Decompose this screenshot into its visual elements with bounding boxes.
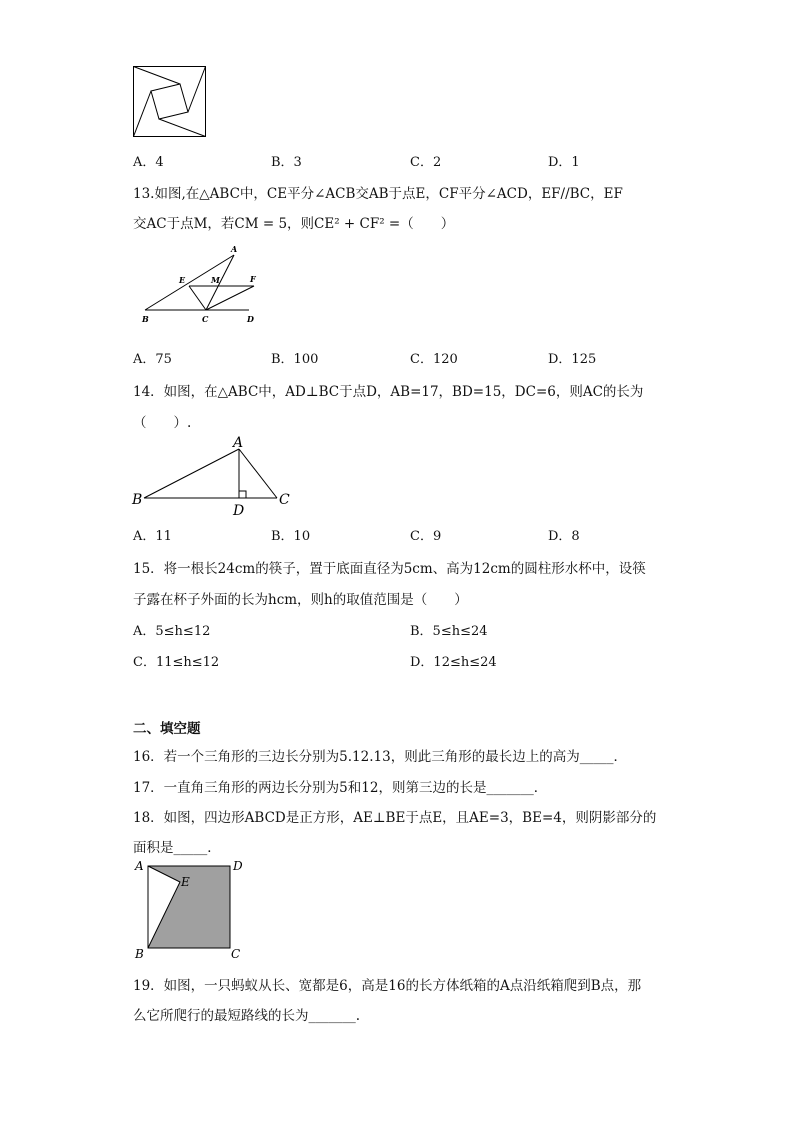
q18-label-d: D bbox=[233, 859, 243, 873]
q14-text-line2: （ ）. bbox=[133, 415, 192, 431]
q13-label-a: A bbox=[231, 244, 238, 254]
q13-triangle-figure bbox=[133, 244, 263, 330]
q18-text-line1: 18．如图，四边形ABCD是正方形，AE⊥BE于点E，且AE=3，BE=4，则阴影部分的 bbox=[133, 810, 657, 826]
q18-label-b: B bbox=[135, 947, 144, 961]
q18-label-a: A bbox=[135, 859, 144, 873]
q18-text-line2: 面积是_____． bbox=[133, 840, 221, 856]
q14-label-d: D bbox=[233, 503, 245, 519]
q15-option-a: A．5≤h≤12 bbox=[133, 624, 211, 639]
q15-text-line2: 子露在杯子外面的长为hcm，则h的取值范围是（ ） bbox=[133, 592, 468, 608]
q13-label-m: M bbox=[211, 275, 220, 285]
q14-label-b: B bbox=[132, 492, 143, 508]
q18-square-figure bbox=[133, 858, 248, 963]
q13-text-line2: 交AC于点M，若CM = 5，则CE² + CF² =（ ） bbox=[133, 216, 455, 232]
q13-text-line1: 13.如图,在△ABC中，CE平分∠ACB交AB于点E，CF平分∠ACD，EF//BC，EF bbox=[133, 186, 623, 202]
q14-option-c: C．9 bbox=[410, 529, 442, 544]
q13-option-d: D．125 bbox=[548, 352, 597, 367]
q12-option-d: D．1 bbox=[548, 155, 580, 170]
q19-text-line2: 么它所爬行的最短路线的长为_______. bbox=[133, 1008, 361, 1024]
q13-option-b: B．100 bbox=[271, 352, 319, 367]
q13-label-b: B bbox=[142, 314, 149, 324]
q18-label-e: E bbox=[181, 875, 190, 889]
q12-option-a: A．4 bbox=[133, 155, 164, 170]
q15-option-c: C．11≤h≤12 bbox=[133, 655, 220, 670]
q16-text-line1: 16．若一个三角形的三边长分别为5.12.13，则此三角形的最长边上的高为_____． bbox=[133, 749, 627, 765]
q15-text-line1: 15．将一根长24cm的筷子，置于底面直径为5cm、高为12cm的圆柱形水杯中，设筷 bbox=[133, 561, 646, 577]
q15-option-d: D．12≤h≤24 bbox=[410, 655, 497, 670]
section-title-fill-in: 二、填空题 bbox=[133, 721, 201, 737]
q13-option-a: A．75 bbox=[133, 352, 172, 367]
q19-text-line1: 19．如图，一只蚂蚁从长、宽都是6，高是16的长方体纸箱的A点沿纸箱爬到B点，那 bbox=[133, 978, 642, 994]
q14-text-line1: 14．如图，在△ABC中，AD⊥BC于点D，AB=17，BD=15，DC=6，则AC的长为 bbox=[133, 384, 644, 400]
q14-option-d: D．8 bbox=[548, 529, 580, 544]
q12-option-b: B．3 bbox=[271, 155, 302, 170]
q13-label-c: C bbox=[202, 314, 209, 324]
q13-label-d: D bbox=[247, 314, 254, 324]
q13-label-f: F bbox=[250, 274, 256, 284]
q14-label-a: A bbox=[233, 435, 244, 451]
q14-option-a: A．11 bbox=[133, 529, 172, 544]
q12-pinwheel-figure bbox=[133, 66, 207, 138]
q14-triangle-figure bbox=[130, 432, 300, 520]
q12-option-c: C．2 bbox=[410, 155, 442, 170]
q14-option-b: B．10 bbox=[271, 529, 311, 544]
q18-label-c: C bbox=[231, 947, 241, 961]
q13-option-c: C．120 bbox=[410, 352, 458, 367]
q13-label-e: E bbox=[179, 275, 186, 285]
q17-text-line1: 17．一直角三角形的两边长分别为5和12，则第三边的长是_______． bbox=[133, 780, 548, 796]
q15-option-b: B．5≤h≤24 bbox=[410, 624, 488, 639]
q14-label-c: C bbox=[279, 492, 290, 508]
